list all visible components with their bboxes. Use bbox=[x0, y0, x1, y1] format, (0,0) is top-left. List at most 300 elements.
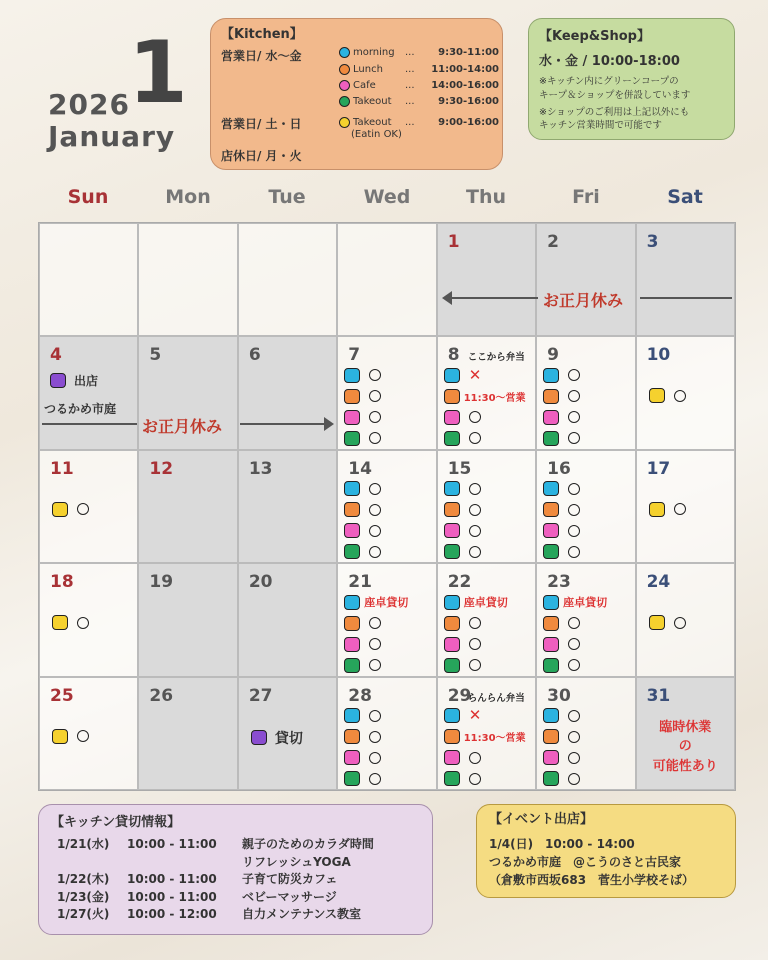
day-cell-23 bbox=[536, 563, 635, 676]
orange-square-icon bbox=[444, 616, 460, 631]
open-circle-icon bbox=[77, 730, 89, 742]
open-circle-icon bbox=[469, 525, 481, 537]
day-number: 29 bbox=[447, 685, 472, 706]
open-circle-icon bbox=[469, 659, 481, 671]
green-square-icon bbox=[444, 658, 460, 673]
pink-square-icon bbox=[444, 750, 460, 765]
day-number: 23 bbox=[547, 572, 571, 593]
menu-dots: ... bbox=[405, 64, 415, 75]
day-cell-empty bbox=[39, 223, 138, 336]
slot-cafe bbox=[543, 522, 580, 540]
day-cell-18 bbox=[39, 563, 138, 676]
slot-morning bbox=[344, 366, 381, 384]
slot-list bbox=[543, 707, 580, 788]
cyan-square-icon bbox=[543, 595, 559, 610]
menu-dots: ... bbox=[405, 96, 415, 107]
day-number: 30 bbox=[547, 685, 571, 706]
event-info-box bbox=[476, 804, 736, 898]
slot-lunch bbox=[444, 614, 508, 632]
cyan-square-icon bbox=[543, 368, 559, 383]
slot-cafe bbox=[344, 408, 381, 426]
slot-list bbox=[444, 593, 508, 674]
open-circle-icon bbox=[568, 752, 580, 764]
cyan-square-icon bbox=[444, 368, 460, 383]
day-number: 19 bbox=[149, 572, 174, 593]
slot-cafe bbox=[444, 522, 481, 540]
closure-line-2: の bbox=[678, 739, 692, 755]
day-cell-13 bbox=[238, 450, 337, 563]
day-number: 16 bbox=[547, 458, 571, 479]
open-circle-icon bbox=[469, 504, 481, 516]
open-circle-icon bbox=[674, 503, 686, 515]
slot-list bbox=[444, 707, 526, 788]
open-circle-icon bbox=[568, 432, 580, 444]
green-square-icon bbox=[543, 544, 559, 559]
holiday-arrow-left-line bbox=[42, 423, 137, 425]
day-number: 4 bbox=[50, 345, 62, 366]
open-circle-icon bbox=[469, 617, 481, 629]
menu-dots: ... bbox=[405, 47, 415, 58]
slot-takeout bbox=[543, 656, 607, 674]
yellow-square-icon bbox=[52, 729, 68, 744]
day-cell-21 bbox=[337, 563, 436, 676]
dow-wed: Wed bbox=[363, 186, 411, 208]
open-circle-icon bbox=[568, 773, 580, 785]
pink-square-icon bbox=[344, 523, 360, 538]
day-cell-8 bbox=[437, 336, 536, 449]
day-cell-22 bbox=[437, 563, 536, 676]
open-circle-icon bbox=[369, 731, 381, 743]
day-number: 13 bbox=[248, 458, 273, 479]
day-number: 12 bbox=[149, 458, 174, 479]
slot-takeout bbox=[444, 543, 481, 561]
open-circle-icon bbox=[369, 710, 381, 722]
slot-takeout bbox=[344, 543, 381, 561]
slot-morning bbox=[444, 593, 508, 611]
pink-square-icon bbox=[444, 410, 460, 425]
slot-lunch bbox=[543, 728, 580, 746]
dow-tue: Tue bbox=[268, 186, 306, 208]
cyan-square-icon bbox=[444, 595, 460, 610]
menu-lunch bbox=[339, 64, 499, 75]
menu-time: 14:00-16:00 bbox=[431, 80, 499, 91]
reserved-note: 座卓貸切 bbox=[364, 596, 409, 610]
cross-mark: ✕ bbox=[468, 365, 482, 384]
pink-square-icon bbox=[543, 750, 559, 765]
green-square-icon bbox=[344, 658, 360, 673]
orange-square-icon bbox=[543, 502, 559, 517]
menu-name: Takeout bbox=[353, 96, 392, 107]
slot-takeout-weekend bbox=[52, 615, 89, 630]
day-cell-7 bbox=[337, 336, 436, 449]
day-number: 18 bbox=[50, 572, 74, 593]
day-number: 25 bbox=[50, 685, 74, 706]
slot-list bbox=[444, 480, 481, 561]
open-circle-icon bbox=[369, 483, 381, 495]
slot-morning bbox=[344, 707, 381, 725]
dow-mon: Mon bbox=[165, 186, 211, 208]
day-number: 31 bbox=[646, 685, 671, 706]
slot-morning bbox=[444, 366, 526, 384]
holiday-arrow-right-line bbox=[240, 423, 324, 425]
lunch-alt-time: 11:30～営業 bbox=[463, 733, 526, 745]
slot-takeout bbox=[444, 770, 526, 788]
day-number: 21 bbox=[348, 572, 372, 593]
kitchen-open-weekday: 営業日/ 水～金 bbox=[221, 49, 302, 63]
purple-square-icon bbox=[50, 373, 66, 388]
dow-fri: Fri bbox=[572, 186, 600, 208]
keep-note-2: キープ＆ショップを併設しています bbox=[539, 89, 691, 101]
slot-takeout bbox=[543, 543, 580, 561]
rental-date: 1/27(火) bbox=[57, 907, 110, 921]
open-circle-icon bbox=[77, 617, 89, 629]
open-circle-icon bbox=[568, 504, 580, 516]
slot-cafe bbox=[344, 522, 381, 540]
day-cell-4 bbox=[39, 336, 138, 449]
open-circle-icon bbox=[469, 546, 481, 558]
menu-time: 11:00-14:00 bbox=[431, 64, 499, 75]
rental-time bbox=[127, 854, 242, 872]
calendar-grid bbox=[38, 222, 736, 791]
rental-date: 1/21(水) bbox=[57, 837, 110, 851]
day-number: 26 bbox=[149, 685, 174, 706]
green-square-icon bbox=[344, 771, 360, 786]
kitchen-rental-info-box bbox=[38, 804, 433, 935]
rental-time: 10:00 - 11:00 bbox=[127, 837, 217, 851]
reserved-label bbox=[251, 728, 303, 748]
rental-time: 10:00 - 11:00 bbox=[127, 872, 217, 886]
rental-row bbox=[51, 906, 420, 924]
rental-row bbox=[51, 889, 420, 907]
open-circle-icon bbox=[568, 710, 580, 722]
slot-takeout bbox=[344, 656, 408, 674]
pink-square-icon bbox=[543, 523, 559, 538]
open-circle-icon bbox=[568, 411, 580, 423]
cyan-square-icon bbox=[444, 708, 460, 723]
yellow-square-icon bbox=[649, 615, 665, 630]
day-cell-9 bbox=[536, 336, 635, 449]
menu-morning bbox=[339, 47, 499, 58]
day-cell-3 bbox=[636, 223, 735, 336]
day-number: 24 bbox=[646, 572, 671, 593]
kitchen-info-box bbox=[210, 18, 503, 170]
day-number: 9 bbox=[547, 345, 559, 366]
slot-list bbox=[543, 480, 580, 561]
day-cell-empty bbox=[138, 223, 237, 336]
day-cell-19 bbox=[138, 563, 237, 676]
slot-lunch bbox=[344, 614, 408, 632]
green-square-icon bbox=[344, 544, 360, 559]
pink-square-icon bbox=[344, 637, 360, 652]
open-circle-icon bbox=[568, 525, 580, 537]
open-circle-icon bbox=[568, 390, 580, 402]
open-circle-icon bbox=[369, 369, 381, 381]
kitchen-closed-days: 店休日/ 月・火 bbox=[221, 149, 302, 163]
day-cell-16 bbox=[536, 450, 635, 563]
new-year-holiday-label: お正月休み bbox=[140, 414, 224, 437]
eatin-note: (Eatin OK) bbox=[351, 129, 402, 140]
open-circle-icon bbox=[77, 503, 89, 515]
slot-cafe bbox=[444, 635, 508, 653]
slot-cafe bbox=[543, 635, 607, 653]
day-number: 3 bbox=[646, 232, 659, 252]
open-circle-icon bbox=[674, 390, 686, 402]
slot-cafe bbox=[543, 749, 580, 767]
rental-event: リフレッシュYOGA bbox=[242, 854, 351, 869]
purple-square-icon bbox=[251, 730, 267, 745]
menu-time: 9:30-16:00 bbox=[438, 96, 499, 107]
slot-takeout-weekend bbox=[649, 388, 686, 403]
slot-morning bbox=[444, 480, 481, 498]
kitchen-title: 【Kitchen】 bbox=[221, 27, 303, 42]
open-circle-icon bbox=[469, 483, 481, 495]
rental-event: ベビーマッサージ bbox=[242, 889, 337, 904]
open-circle-icon bbox=[369, 432, 381, 444]
bento-note: らんらん弁当 bbox=[467, 692, 525, 704]
event-address: （倉敷市西坂683 菅生小学校そば） bbox=[489, 873, 695, 887]
orange-square-icon bbox=[344, 729, 360, 744]
open-circle-icon bbox=[369, 546, 381, 558]
cyan-dot-icon bbox=[339, 47, 350, 58]
rental-row bbox=[51, 854, 420, 872]
open-circle-icon bbox=[369, 617, 381, 629]
keep-shop-box bbox=[528, 18, 735, 140]
day-number: 17 bbox=[646, 458, 671, 479]
cyan-square-icon bbox=[444, 481, 460, 496]
kitchen-open-weekend: 営業日/ 土・日 bbox=[221, 117, 302, 131]
day-cell-10 bbox=[636, 336, 735, 449]
keep-hours: 水・金 / 10:00-18:00 bbox=[539, 54, 680, 69]
menu-cafe bbox=[339, 80, 499, 91]
day-number: 22 bbox=[447, 572, 472, 593]
day-cell-27 bbox=[238, 677, 337, 790]
cyan-square-icon bbox=[344, 708, 360, 723]
menu-name: Cafe bbox=[353, 80, 376, 91]
closure-line-3: 可能性あり bbox=[652, 758, 718, 774]
day-cell-30 bbox=[536, 677, 635, 790]
slot-lunch bbox=[344, 728, 381, 746]
day-cell-empty bbox=[337, 223, 436, 336]
yellow-square-icon bbox=[649, 502, 665, 517]
arrow-left-icon bbox=[442, 291, 452, 305]
menu-time: 9:30-11:00 bbox=[438, 47, 499, 58]
green-square-icon bbox=[444, 544, 460, 559]
green-square-icon bbox=[543, 658, 559, 673]
yellow-square-icon bbox=[52, 502, 68, 517]
bento-note: ここから弁当 bbox=[467, 352, 525, 364]
slot-cafe bbox=[444, 749, 526, 767]
open-circle-icon bbox=[568, 731, 580, 743]
rental-date: 1/23(金) bbox=[57, 889, 110, 904]
slot-list bbox=[344, 707, 381, 788]
rental-row bbox=[51, 871, 420, 889]
yellow-square-icon bbox=[52, 615, 68, 630]
slot-takeout bbox=[543, 770, 580, 788]
green-square-icon bbox=[344, 431, 360, 446]
slot-lunch bbox=[444, 387, 526, 405]
dow-sat: Sat bbox=[667, 186, 703, 208]
orange-square-icon bbox=[543, 729, 559, 744]
open-circle-icon bbox=[469, 638, 481, 650]
slot-takeout-weekend bbox=[52, 729, 89, 744]
menu-takeout bbox=[339, 96, 499, 107]
day-cell-29 bbox=[437, 677, 536, 790]
cyan-square-icon bbox=[543, 708, 559, 723]
keep-note-1: ※キッチン内にグリーンコープの bbox=[539, 76, 679, 87]
orange-square-icon bbox=[543, 616, 559, 631]
open-circle-icon bbox=[674, 617, 686, 629]
pink-square-icon bbox=[444, 523, 460, 538]
green-square-icon bbox=[543, 431, 559, 446]
slot-takeout bbox=[444, 429, 526, 447]
green-dot-icon bbox=[339, 96, 350, 107]
orange-square-icon bbox=[344, 502, 360, 517]
orange-dot-icon bbox=[339, 64, 350, 75]
keep-title: 【Keep&Shop】 bbox=[539, 29, 650, 44]
dow-thu: Thu bbox=[465, 186, 506, 208]
rental-time: 10:00 - 12:00 bbox=[127, 907, 217, 921]
open-circle-icon bbox=[369, 773, 381, 785]
cyan-square-icon bbox=[344, 595, 360, 610]
slot-morning bbox=[543, 366, 580, 384]
pink-dot-icon bbox=[339, 80, 350, 91]
orange-square-icon bbox=[543, 389, 559, 404]
slot-list bbox=[543, 593, 607, 674]
orange-square-icon bbox=[444, 729, 460, 744]
menu-takeout-weekend bbox=[339, 117, 499, 128]
day-number: 5 bbox=[149, 345, 162, 366]
open-circle-icon bbox=[568, 369, 580, 381]
day-cell-25 bbox=[39, 677, 138, 790]
day-cell-17 bbox=[636, 450, 735, 563]
open-circle-icon bbox=[369, 752, 381, 764]
day-number: 6 bbox=[248, 345, 261, 366]
pink-square-icon bbox=[344, 750, 360, 765]
slot-morning bbox=[543, 707, 580, 725]
reserved-text: 貸切 bbox=[274, 730, 303, 747]
slot-cafe bbox=[444, 408, 526, 426]
day-cell-11 bbox=[39, 450, 138, 563]
menu-dots: ... bbox=[405, 117, 415, 128]
open-circle-icon bbox=[369, 390, 381, 402]
day-number: 10 bbox=[646, 345, 671, 366]
yellow-dot-icon bbox=[339, 117, 350, 128]
cyan-square-icon bbox=[344, 368, 360, 383]
slot-morning bbox=[444, 707, 526, 725]
orange-square-icon bbox=[444, 389, 460, 404]
slot-takeout bbox=[344, 429, 381, 447]
shutten-label bbox=[50, 372, 98, 389]
green-square-icon bbox=[543, 771, 559, 786]
slot-lunch bbox=[444, 501, 481, 519]
slot-takeout-weekend bbox=[649, 502, 686, 517]
possible-closure-note bbox=[637, 718, 734, 777]
dow-sun: Sun bbox=[67, 186, 109, 208]
day-number: 2 bbox=[547, 232, 559, 252]
day-number: 11 bbox=[50, 458, 74, 479]
pink-square-icon bbox=[444, 637, 460, 652]
day-number: 15 bbox=[447, 458, 472, 479]
day-cell-2 bbox=[536, 223, 635, 336]
open-circle-icon bbox=[369, 411, 381, 423]
rental-time: 10:00 - 11:00 bbox=[127, 889, 217, 904]
day-cell-26 bbox=[138, 677, 237, 790]
green-square-icon bbox=[444, 431, 460, 446]
open-circle-icon bbox=[469, 432, 481, 444]
orange-square-icon bbox=[344, 616, 360, 631]
day-cell-1 bbox=[437, 223, 536, 336]
day-cell-empty bbox=[238, 223, 337, 336]
pink-square-icon bbox=[543, 637, 559, 652]
slot-lunch bbox=[543, 387, 580, 405]
new-year-holiday-label: お正月休み bbox=[541, 288, 625, 311]
holiday-arrow-right-line bbox=[640, 297, 732, 299]
keep-note-4: キッチン営業時間で可能です bbox=[539, 120, 662, 132]
slot-cafe bbox=[543, 408, 580, 426]
slot-cafe bbox=[344, 749, 381, 767]
arrow-right-icon bbox=[324, 417, 334, 431]
reserved-note: 座卓貸切 bbox=[563, 596, 608, 610]
yellow-square-icon bbox=[649, 388, 665, 403]
orange-square-icon bbox=[444, 502, 460, 517]
open-circle-icon bbox=[469, 411, 481, 423]
pink-square-icon bbox=[344, 410, 360, 425]
orange-square-icon bbox=[344, 389, 360, 404]
rental-title: 【キッチン貸切情報】 bbox=[51, 815, 181, 830]
event-datetime: 1/4(日) 10:00 - 14:00 bbox=[489, 837, 635, 851]
year: 2026 bbox=[48, 88, 130, 121]
menu-dots: ... bbox=[405, 80, 415, 91]
slot-morning bbox=[543, 480, 580, 498]
shutten-text: 出店 bbox=[74, 374, 99, 389]
day-cell-12 bbox=[138, 450, 237, 563]
slot-takeout bbox=[543, 429, 580, 447]
slot-takeout bbox=[344, 770, 381, 788]
tsurukame-text: つるかめ市庭 bbox=[44, 402, 117, 417]
cross-mark: ✕ bbox=[468, 706, 482, 725]
open-circle-icon bbox=[469, 752, 481, 764]
day-cell-15 bbox=[437, 450, 536, 563]
slot-lunch bbox=[543, 614, 607, 632]
open-circle-icon bbox=[369, 525, 381, 537]
day-cell-28 bbox=[337, 677, 436, 790]
rental-date: 1/22(木) bbox=[57, 872, 110, 886]
open-circle-icon bbox=[568, 546, 580, 558]
reserved-note: 座卓貸切 bbox=[463, 596, 508, 610]
day-number: 28 bbox=[348, 685, 372, 706]
slot-lunch bbox=[444, 728, 526, 746]
rental-event: 親子のためのカラダ時間 bbox=[242, 837, 374, 851]
day-number: 7 bbox=[348, 345, 361, 366]
rental-row bbox=[51, 836, 420, 854]
open-circle-icon bbox=[568, 638, 580, 650]
day-number: 8 bbox=[447, 345, 460, 366]
day-cell-24 bbox=[636, 563, 735, 676]
day-cell-6 bbox=[238, 336, 337, 449]
slot-morning bbox=[344, 593, 408, 611]
menu-name: Lunch bbox=[353, 64, 383, 75]
rental-event: 自力メンテナンス教室 bbox=[242, 907, 362, 921]
day-number: 27 bbox=[248, 685, 273, 706]
open-circle-icon bbox=[369, 659, 381, 671]
slot-takeout-weekend bbox=[649, 615, 686, 630]
menu-name: morning bbox=[353, 47, 395, 58]
rental-date bbox=[51, 854, 127, 872]
slot-takeout-weekend bbox=[52, 502, 89, 517]
open-circle-icon bbox=[469, 773, 481, 785]
slot-lunch bbox=[344, 501, 381, 519]
open-circle-icon bbox=[568, 659, 580, 671]
